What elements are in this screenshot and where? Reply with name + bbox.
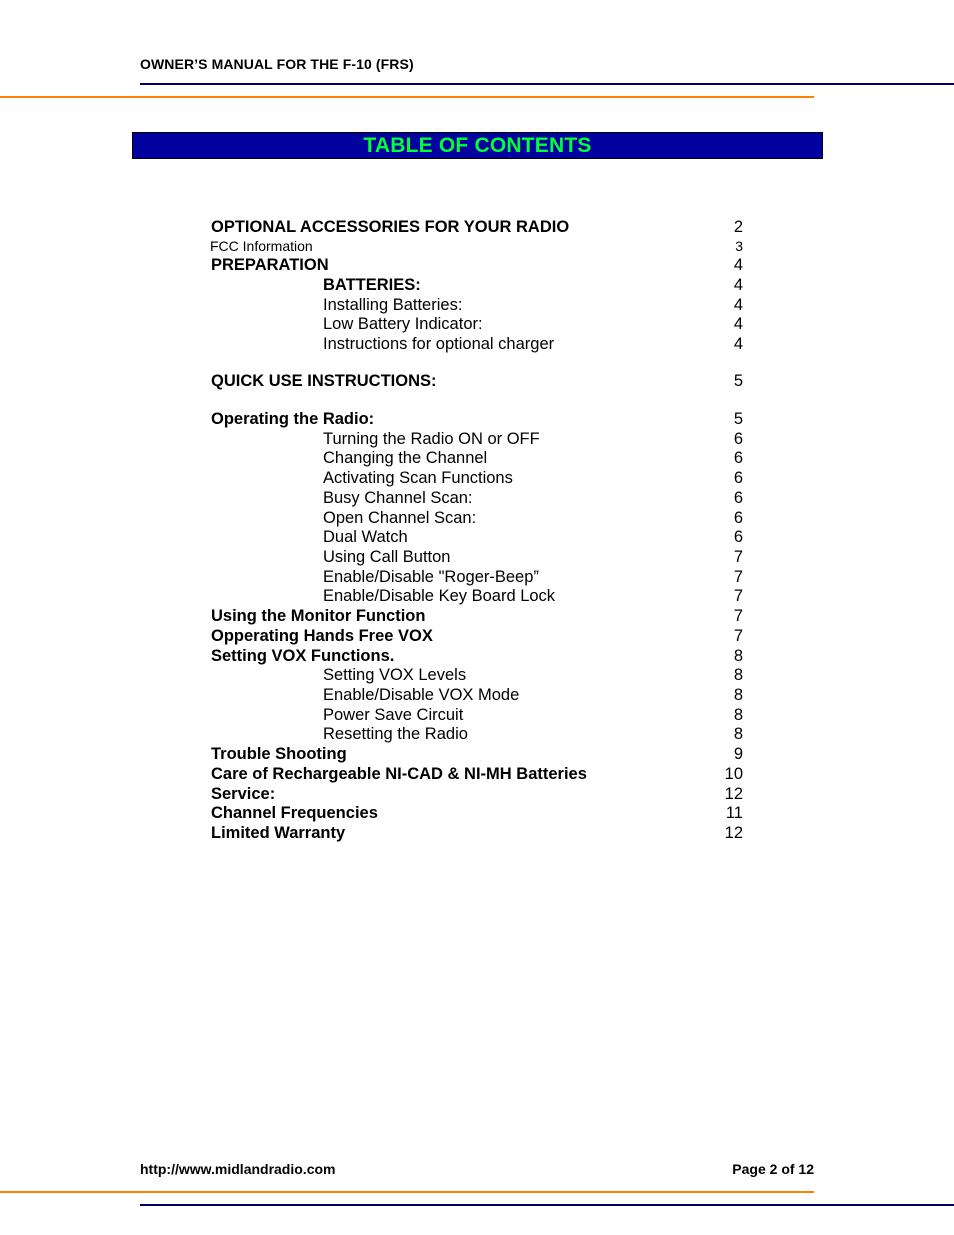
toc-entry-page: 3 xyxy=(735,238,743,254)
toc-entry-page: 4 xyxy=(733,335,743,353)
toc-entry-label: Enable/Disable VOX Mode xyxy=(323,686,520,704)
toc-entry-page: 5 xyxy=(733,410,743,428)
toc-entry-label: Enable/Disable Key Board Lock xyxy=(323,587,556,605)
toc-entry-label: Setting VOX Levels xyxy=(323,666,467,684)
toc-entry-label: Limited Warranty xyxy=(211,824,346,842)
toc-entry-label: Low Battery Indicator: xyxy=(323,315,483,333)
toc-entry-label: Service: xyxy=(211,785,276,803)
header-rule-navy xyxy=(140,83,954,85)
toc-entry-page: 5 xyxy=(733,372,743,390)
toc-entry-page: 7 xyxy=(733,587,743,605)
toc-entry-page: 4 xyxy=(733,276,743,294)
toc-entry-page: 7 xyxy=(733,548,743,566)
toc-entry-page: 12 xyxy=(724,824,743,842)
toc-entry-label: OPTIONAL ACCESSORIES FOR YOUR RADIO xyxy=(211,218,570,236)
footer-rule-navy xyxy=(140,1204,954,1206)
toc-entry-page: 9 xyxy=(733,745,743,763)
toc-entry-label: Using the Monitor Function xyxy=(211,607,426,625)
toc-entry-label: PREPARATION xyxy=(211,256,329,274)
toc-entry-page: 7 xyxy=(733,627,743,645)
toc-entry-page: 6 xyxy=(733,528,743,546)
toc-entry-label: FCC Information xyxy=(210,238,313,254)
toc-entry-page: 4 xyxy=(733,315,743,333)
toc-entry-label: Resetting the Radio xyxy=(323,725,468,743)
toc-entry-page: 6 xyxy=(733,430,743,448)
toc-entry-label: Instructions for optional charger xyxy=(323,335,555,353)
toc-entry-page: 8 xyxy=(733,647,743,665)
toc-entry-page: 4 xyxy=(733,256,743,274)
toc-entry-label: Care of Rechargeable NI-CAD & NI-MH Batteries xyxy=(211,765,587,783)
toc-entry-page: 8 xyxy=(733,706,743,724)
toc-entry-page: 7 xyxy=(733,607,743,625)
toc-entry-label: Opperating Hands Free VOX xyxy=(211,627,433,645)
toc-entry-label: Activating Scan Functions xyxy=(323,469,513,487)
toc-entry-page: 6 xyxy=(733,509,743,527)
toc-entry-page: 11 xyxy=(725,804,743,822)
toc-entry-label: Changing the Channel xyxy=(323,449,488,467)
toc-entry-label: QUICK USE INSTRUCTIONS: xyxy=(211,372,437,390)
manual-title: OWNER’S MANUAL FOR THE F-10 (FRS) xyxy=(140,56,414,72)
toc-entry-label: Open Channel Scan: xyxy=(323,509,477,527)
toc-title: TABLE OF CONTENTS xyxy=(363,133,592,157)
toc-entry-page: 8 xyxy=(733,686,743,704)
toc-entry-page: 8 xyxy=(733,725,743,743)
toc-entry-label: Turning the Radio ON or OFF xyxy=(323,430,540,448)
toc-entry-page: 6 xyxy=(733,449,743,467)
toc-entry-label: Operating the Radio: xyxy=(211,410,375,428)
footer-rule-orange xyxy=(0,1191,814,1193)
toc-entry-page: 10 xyxy=(724,765,743,783)
toc-entry-label: Using Call Button xyxy=(323,548,451,566)
header-rule-orange xyxy=(0,96,814,98)
toc-entry-label: Channel Frequencies xyxy=(211,804,378,822)
toc-entry-page: 12 xyxy=(724,785,743,803)
footer-page-number: Page 2 of 12 xyxy=(732,1161,814,1177)
toc-entry-page: 8 xyxy=(733,666,743,684)
toc-entry-page: 7 xyxy=(733,568,743,586)
toc-entry-label: Power Save Circuit xyxy=(323,706,464,724)
toc-entry-label: Trouble Shooting xyxy=(211,745,347,763)
toc-entry-label: Setting VOX Functions. xyxy=(211,647,395,665)
toc-entry-label: Busy Channel Scan: xyxy=(323,489,473,507)
toc-entry-label: Enable/Disable "Roger-Beep” xyxy=(323,568,539,586)
toc-banner xyxy=(132,132,823,159)
toc-entry-label: Installing Batteries: xyxy=(323,296,463,314)
toc-entry-page: 2 xyxy=(733,218,743,236)
toc-entry-label: BATTERIES: xyxy=(323,276,421,294)
toc-entry-page: 4 xyxy=(733,296,743,314)
toc-entry-label: Dual Watch xyxy=(323,528,408,546)
toc-entry-page: 6 xyxy=(733,489,743,507)
toc-entry-page: 6 xyxy=(733,469,743,487)
footer-url-link[interactable]: http://www.midlandradio.com xyxy=(140,1161,336,1177)
